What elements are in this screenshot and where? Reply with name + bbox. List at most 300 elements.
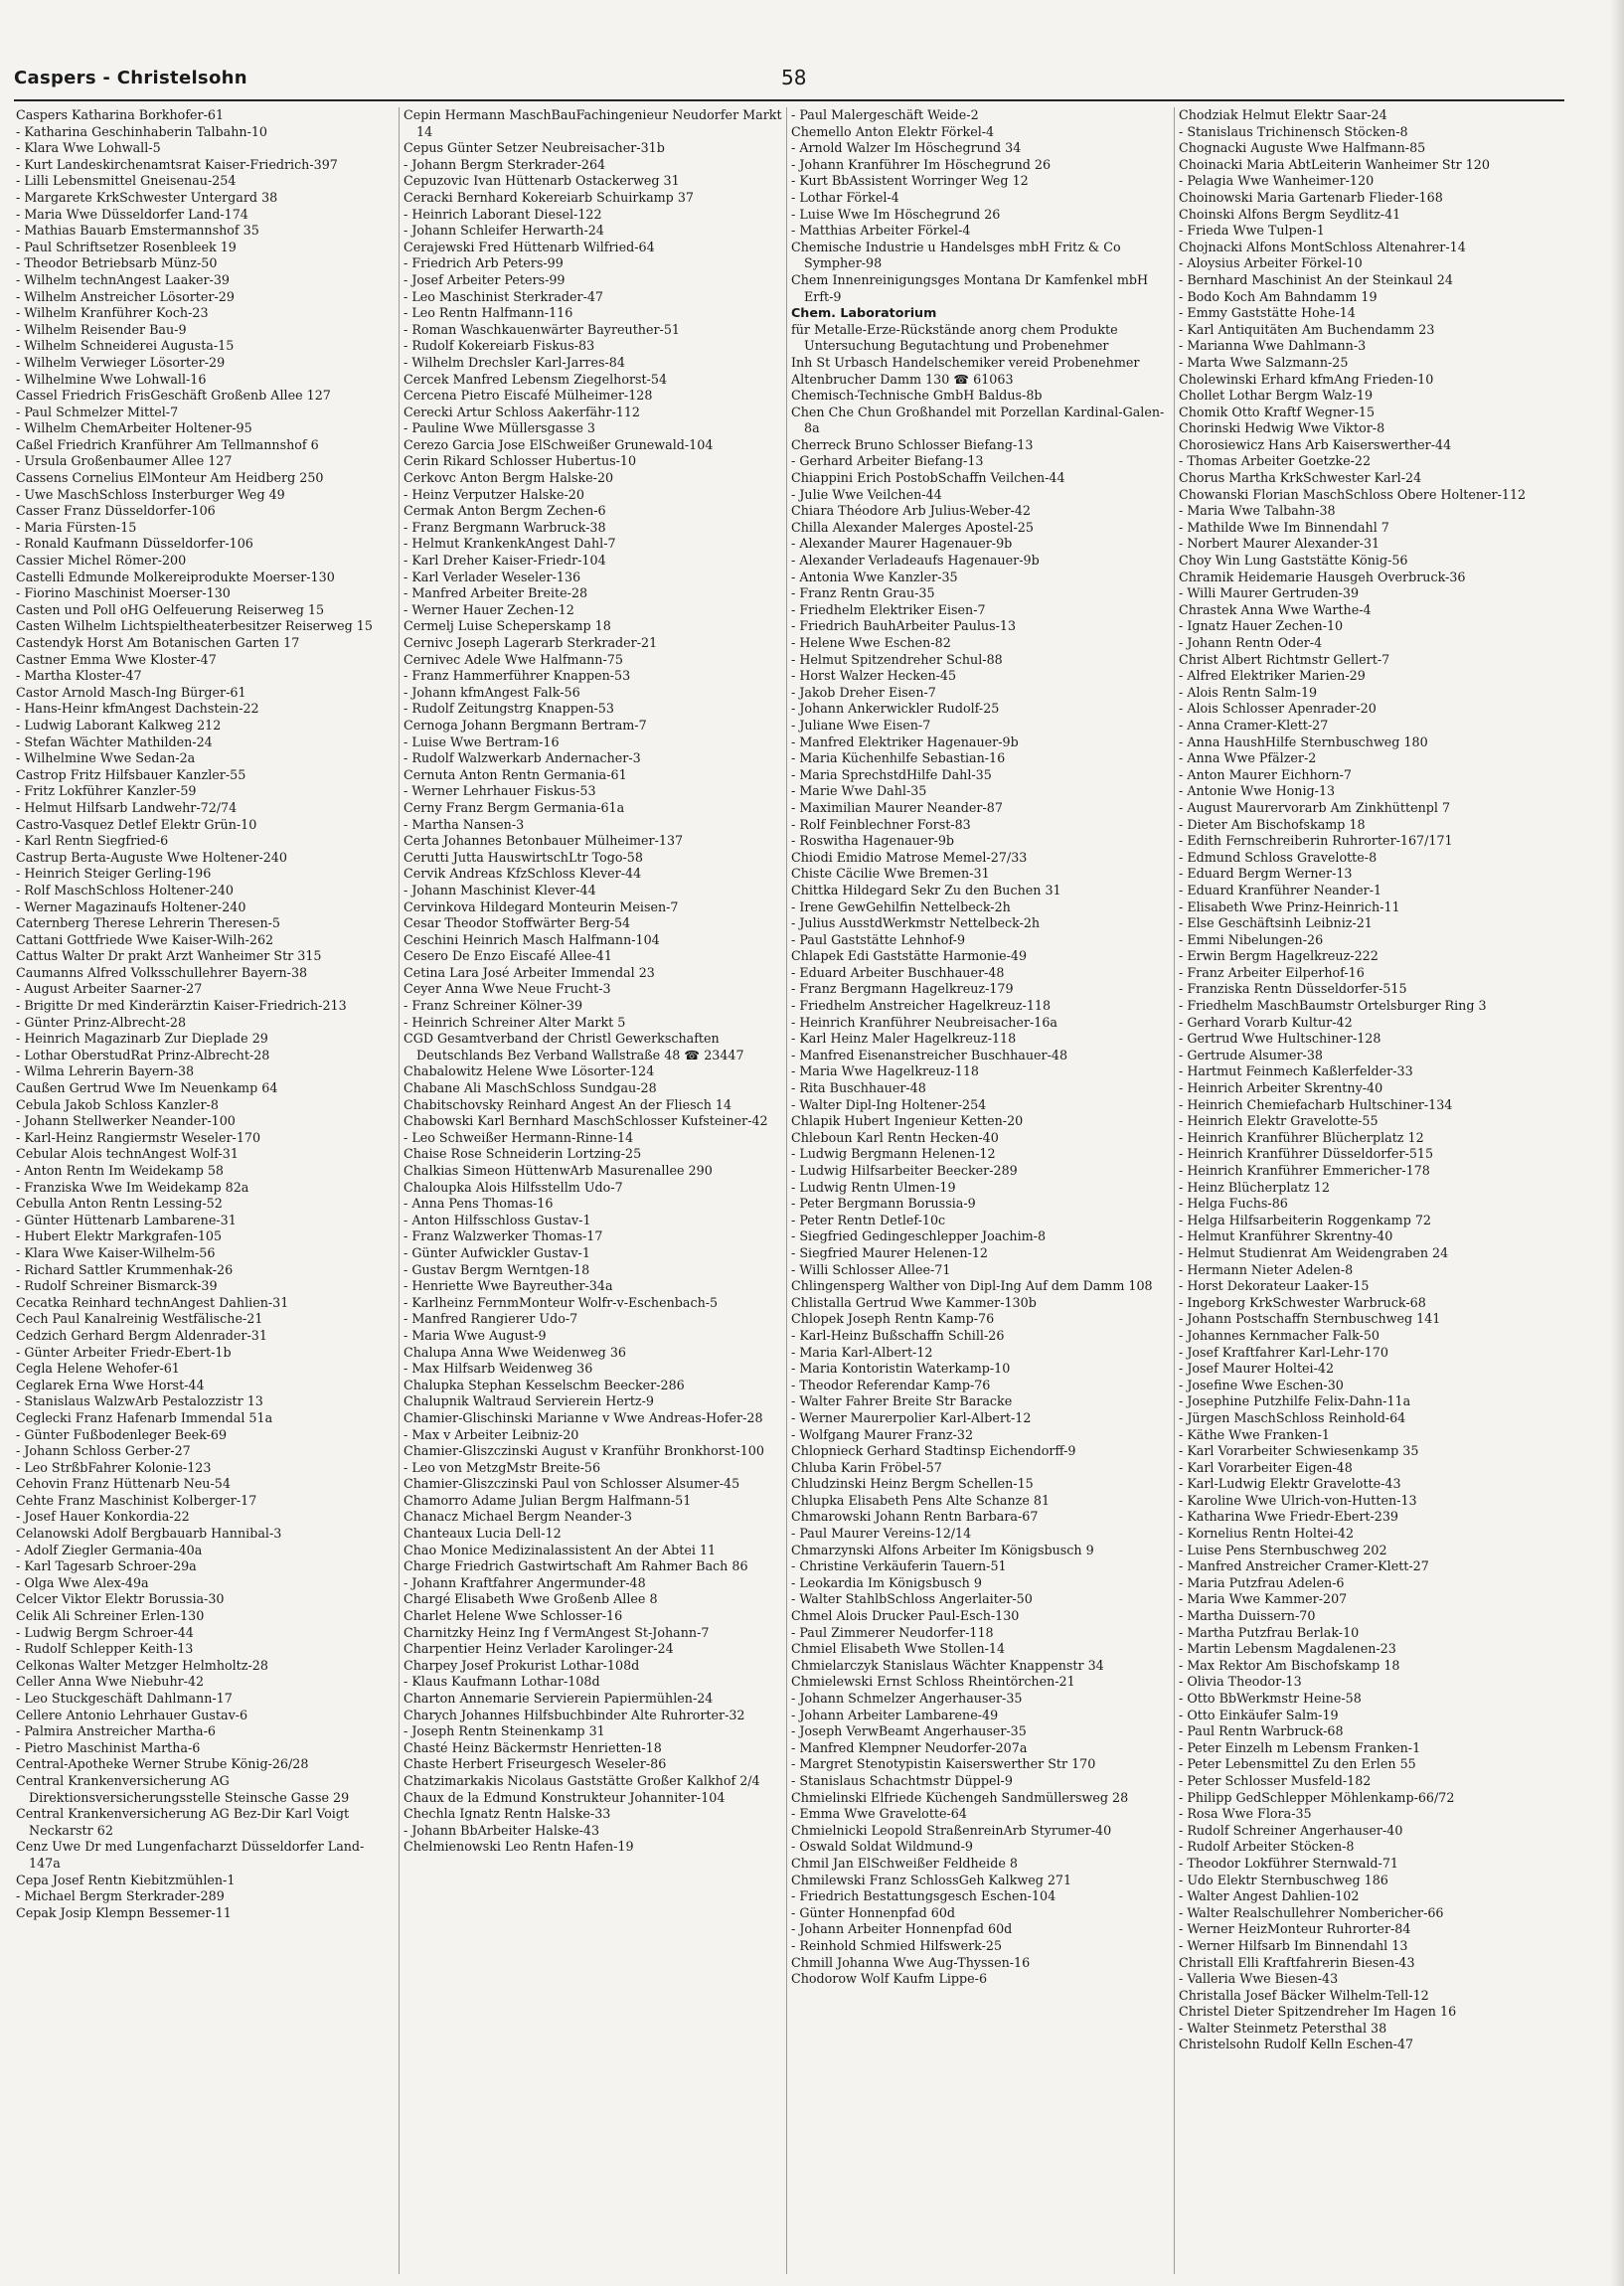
directory-entry: - Wilhelmine Wwe Sedan-2a [16,750,196,766]
directory-entry: - Werner HeizMonteur Ruhrorter-84 [1179,1921,1411,1937]
directory-entry: Cattani Gottfriede Wwe Kaiser-Wilh-262 [16,931,274,947]
directory-entry: - Manfred Anstreicher Cramer-Klett-27 [1179,1558,1429,1574]
directory-entry: Cernoga Johann Bergmann Bertram-7 [404,717,647,733]
directory-entry: - Siegfried Gedingeschlepper Joachim-8 [791,1228,1047,1244]
directory-entry: - Peter Schlosser Musfeld-182 [1179,1772,1372,1788]
directory-entry: Cehovin Franz Hüttenarb Neu-54 [16,1476,231,1492]
directory-entry: - Helmut Kranführer Skrentny-40 [1179,1228,1393,1244]
directory-entry: - Werner Lehrhauer Fiskus-53 [404,783,596,799]
directory-entry: - Walter StahlbSchloss Angerlaiter-50 [791,1591,1033,1607]
directory-entry: - Emmy Gaststätte Hohe-14 [1179,305,1356,321]
directory-entry: Chodziak Helmut Elektr Saar-24 [1179,107,1387,122]
directory-entry: Chiste Cäcilie Wwe Bremen-31 [791,866,990,882]
directory-entry: Cebular Alois technAngest Wolf-31 [16,1146,239,1162]
directory-entry: - Rolf Feinblechner Forst-83 [791,816,971,832]
directory-entry: - Heinz Verputzer Halske-20 [404,486,584,502]
directory-entry: - Irene GewGehilfin Nettelbeck-2h [791,898,1011,914]
directory-entry: - Friedrich Arb Peters-99 [404,255,564,271]
directory-entry: - Walter Realschullehrer Nombericher-66 [1179,1904,1444,1920]
directory-entry: - Kornelius Rentn Holtei-42 [1179,1526,1355,1542]
directory-entry: - Alexander Verladeaufs Hagenauer-9b [791,553,1040,569]
directory-entry: - Günter Arbeiter Friedr-Ebert-1b [16,1344,232,1360]
directory-entry: - Adolf Ziegler Germania-40a [16,1542,203,1557]
directory-entry: - Helene Wwe Eschen-82 [791,635,951,650]
directory-entry: Chmielewski Ernst Schloss Rheintörchen-21 [791,1674,1075,1690]
directory-entry: - Anton Maurer Eichhorn-7 [1179,766,1352,782]
directory-entry: - Luise Pens Sternbuschweg 202 [1179,1542,1387,1557]
directory-entry: - Martha Putzfrau Berlak-10 [1179,1624,1360,1640]
directory-entry: Chalupka Stephan Kesselschm Beecker-286 [404,1377,685,1392]
directory-entry: Chamier-Gliszczinski Paul von Schlosser Alsumer-45 [404,1476,740,1492]
directory-entry: - Josephine Putzhilfe Felix-Dahn-11a [1179,1393,1411,1409]
directory-entry: Chlopnieck Gerhard Stadtinsp Eichendorff-9 [791,1443,1076,1459]
directory-entry: - Franz Arbeiter Eilperhof-16 [1179,964,1365,980]
directory-entry: - Leo Rentn Halfmann-116 [404,305,573,321]
directory-entry: - Emma Wwe Gravelotte-64 [791,1806,967,1822]
directory-entry: - Johann Arbeiter Honnenpfad 60d [791,1921,1013,1937]
directory-entry: Choy Win Lung Gaststätte König-56 [1179,553,1408,569]
directory-entry: - Karl Verlader Weseler-136 [404,569,581,584]
page-number: 58 [781,66,807,89]
directory-entry: Celler Anna Wwe Niebuhr-42 [16,1674,205,1690]
directory-entry: Chluba Karin Fröbel-57 [791,1459,942,1475]
directory-entry: Chelmienowski Leo Rentn Hafen-19 [404,1839,634,1855]
directory-entry: Central-Apotheke Werner Strube König-26/28 [16,1756,309,1772]
directory-entry: - Ronald Kaufmann Düsseldorfer-106 [16,536,253,552]
directory-entry: - Mathilde Wwe Im Binnendahl 7 [1179,519,1389,535]
directory-entry: - Uwe MaschSchloss Insterburger Weg 49 [16,486,285,502]
directory-entry: Choinacki Maria AbtLeiterin Wanheimer Str 120 [1179,156,1490,172]
directory-entry: - Wilhelm Schneiderei Augusta-15 [16,338,235,354]
directory-entry: - Johann Stellwerker Neander-100 [16,1113,236,1129]
directory-entry: Chojnacki Alfons MontSchloss Altenahrer-14 [1179,239,1466,254]
directory-entry: Cesero De Enzo Eiscafé Allee-41 [404,948,612,964]
directory-entry: - Johann Postschaffn Sternbuschweg 141 [1179,1311,1441,1327]
directory-entry: - Kurt Landeskirchenamtsrat Kaiser-Friedrich-397 [16,156,338,172]
directory-entry: - Hans-Heinr kfmAngest Dachstein-22 [16,701,259,717]
directory-entry: - Helmut Hilfsarb Landwehr-72/74 [16,799,238,815]
directory-entry: - Fiorino Maschinist Moerser-130 [16,585,231,601]
directory-entry: Chabitschovsky Reinhard Angest An der Fliesch 14 [404,1096,732,1112]
directory-entry: Caspers Katharina Borkhofer-61 [16,107,225,122]
directory-entry: Charpey Josef Prokurist Lothar-108d [404,1657,640,1673]
directory-entry: - Hermann Nieter Adelen-8 [1179,1261,1354,1277]
directory-entry: - August Maurervorarb Am Zinkhüttenpl 7 [1179,799,1451,815]
directory-entry: - Thomas Arbeiter Goetzke-22 [1179,453,1372,469]
directory-entry: Cerin Rikard Schlosser Hubertus-10 [404,453,637,469]
directory-entry: Cassens Cornelius ElMonteur Am Heidberg 250 [16,470,324,486]
directory-entry: - Oswald Soldat Wildmund-9 [791,1839,973,1855]
directory-entry: - Mathias Bauarb Emstermannshof 35 [16,223,259,239]
directory-entry: - Anna HaushHilfe Sternbuschweg 180 [1179,734,1428,749]
directory-entry: für Metalle-Erze-Rückstände anorg chem Produkte Untersuchung Begutachtung und Probenehmer [791,321,1118,354]
directory-entry: - Karl Vorarbeiter Schwiesenkamp 35 [1179,1443,1419,1459]
directory-entry: - Martin Lebensm Magdalenen-23 [1179,1641,1396,1657]
directory-entry: Central Krankenversicherung AG Bez-Dir Karl Voigt Neckarstr 62 [16,1806,350,1838]
directory-entry: - Lilli Lebensmittel Gneisenau-254 [16,173,237,189]
directory-entry: Chlupka Elisabeth Pens Alte Schanze 81 [791,1492,1051,1508]
directory-entry: Chowanski Florian MaschSchloss Obere Holtener-112 [1179,486,1527,502]
directory-entry: - Pauline Wwe Müllersgasse 3 [404,420,595,436]
directory-entry: - Karl-Ludwig Elektr Gravelotte-43 [1179,1476,1401,1492]
directory-entry: - Franz Bergmann Warbruck-38 [404,519,606,535]
directory-entry: - Martha Kloster-47 [16,668,142,684]
directory-entry: Chem. Laboratorium [791,305,937,321]
directory-entry: Chemello Anton Elektr Förkel-4 [791,123,995,139]
directory-entry: - Helmut Studienrat Am Weidengraben 24 [1179,1244,1449,1260]
directory-entry: - Otto Einkäufer Salm-19 [1179,1707,1339,1722]
directory-entry: Cerajewski Fred Hüttenarb Wilfried-64 [404,239,655,254]
directory-entry: Chem Innenreinigungsges Montana Dr Kamfenkel mbH Erft-9 [791,271,1149,304]
directory-entry: - Edmund Schloss Gravelotte-8 [1179,849,1378,865]
directory-entry: Cerutti Jutta HauswirtschLtr Togo-58 [404,849,643,865]
directory-entry: - Theodor Betriebsarb Münz-50 [16,255,218,271]
directory-entry: Cech Paul Kanalreinig Westfälische-21 [16,1311,263,1327]
directory-entry: Chmielinski Elfriede Küchengeh Sandmüllersweg 28 [791,1789,1129,1805]
directory-entry: - Stanislaus Schachtmstr Düppel-9 [791,1772,1013,1788]
directory-entry: - Eduard Bergm Werner-13 [1179,866,1353,882]
directory-entry: - Johann Kraftfahrer Angermunder-48 [404,1574,646,1590]
directory-entry: - Rosa Wwe Flora-35 [1179,1806,1312,1822]
directory-entry: - Alfred Elektriker Marien-29 [1179,668,1366,684]
directory-entry: - Josef Arbeiter Peters-99 [404,271,566,287]
directory-entry: Cerezo Garcia Jose ElSchweißer Grunewald-104 [404,436,714,452]
directory-entry: - Heinrich Laborant Diesel-122 [404,206,602,222]
directory-entry: Chabowski Karl Bernhard MaschSchlosser Kufsteiner-42 [404,1113,768,1129]
directory-entry: Christelsohn Rudolf Kelln Eschen-47 [1179,2037,1414,2052]
directory-entry: Cholewinski Erhard kfmAng Frieden-10 [1179,371,1434,387]
directory-entry: Choinski Alfons Bergm Seydlitz-41 [1179,206,1401,222]
directory-entry: Chamier-Gliszczinski August v Kranführ Bronkhorst-100 [404,1443,764,1459]
directory-entry: - Klaus Kaufmann Lothar-108d [404,1674,600,1690]
directory-entry: - Ursula Großenbaumer Allee 127 [16,453,233,469]
directory-entry: - Ignatz Hauer Zechen-10 [1179,618,1344,634]
directory-entry: - Antonie Wwe Honig-13 [1179,783,1336,799]
directory-entry: - Wolfgang Maurer Franz-32 [791,1426,974,1442]
directory-entry: - Karl Tagesarb Schroer-29a [16,1558,197,1574]
directory-entry: - Friedrich BauhArbeiter Paulus-13 [791,618,1017,634]
directory-entry: Chmarowski Johann Rentn Barbara-67 [791,1509,1039,1525]
directory-entry: Chemisch-Technische GmbH Baldus-8b [791,388,1043,404]
directory-entry: - Siegfried Maurer Helenen-12 [791,1244,989,1260]
directory-entry: Cebula Jakob Schloss Kanzler-8 [16,1096,219,1112]
directory-entry: - Heinrich Chemiefacharb Hultschiner-134 [1179,1096,1453,1112]
directory-entry: - Josef Kraftfahrer Karl-Lehr-170 [1179,1344,1388,1360]
directory-entry: - Margret Stenotypistin Kaiserswerther Str 170 [791,1756,1096,1772]
directory-entry: - Rudolf Arbeiter Stöcken-8 [1179,1839,1355,1855]
directory-entry: - Franz Bergmann Hagelkreuz-179 [791,981,1014,997]
directory-entry: - Horst Walzer Hecken-45 [791,668,957,684]
directory-entry: - Helmut KrankenkAngest Dahl-7 [404,536,616,552]
directory-entry: Cervinkova Hildegard Monteurin Meisen-7 [404,898,679,914]
directory-entry: - Karl Antiquitäten Am Buchendamm 23 [1179,321,1435,337]
directory-entry: - Walter Steinmetz Petersthal 38 [1179,2020,1387,2036]
directory-entry: - Karlheinz FernmMonteur Wolfr-v-Eschenbach-5 [404,1294,719,1310]
directory-entry: - Johann Schmelzer Angerhauser-35 [791,1691,1023,1706]
directory-entry: Chalupa Anna Wwe Weidenweg 36 [404,1344,626,1360]
directory-entry: Chaise Rose Schneiderin Lortzing-25 [404,1146,642,1162]
directory-entry: - Helmut Spitzendreher Schul-88 [791,651,1003,667]
directory-entry: Chiara Théodore Arb Julius-Weber-42 [791,503,1031,519]
directory-entry: - Frieda Wwe Tulpen-1 [1179,223,1325,239]
directory-entry: - Maria Wwe Düsseldorfer Land-174 [16,206,248,222]
directory-entry: - Manfred Arbeiter Breite-28 [404,585,588,601]
directory-entry: Altenbrucher Damm 130 ☎ 61063 [791,371,1014,387]
directory-entry: Cerecki Artur Schloss Aakerfähr-112 [404,404,640,419]
directory-entry: - Karl Vorarbeiter Eigen-48 [1179,1459,1353,1475]
directory-entry: Charych Johannes Hilfsbuchbinder Alte Ruhrorter-32 [404,1707,745,1722]
directory-entry: Cernuta Anton Rentn Germania-61 [404,766,627,782]
directory-entry: - Marta Wwe Salzmann-25 [1179,354,1349,370]
directory-entry: Ceglarek Erna Wwe Horst-44 [16,1377,205,1392]
directory-entry: - Maria Wwe Hagelkreuz-118 [791,1063,979,1079]
directory-entry: Caternberg Therese Lehrerin Theresen-5 [16,915,281,931]
directory-entry: Charton Annemarie Servierein Papiermühlen-24 [404,1691,714,1706]
directory-entry: - Brigitte Dr med Kinderärztin Kaiser-Friedrich-213 [16,998,347,1014]
directory-entry: - Johann Schloss Gerber-27 [16,1443,191,1459]
directory-entry: - Wilhelm Anstreicher Lösorter-29 [16,288,235,304]
directory-entry: Chorinski Hedwig Wwe Viktor-8 [1179,420,1385,436]
directory-entry: - Udo Elektr Sternbuschweg 186 [1179,1872,1388,1887]
directory-entry: - Jakob Dreher Eisen-7 [791,684,936,700]
directory-entry: - Juliane Wwe Eisen-7 [791,717,931,733]
directory-entry: - Alois Schlosser Apenrader-20 [1179,701,1377,717]
directory-entry: - Maria Wwe August-9 [404,1327,547,1343]
directory-entry: - Arnold Walzer Im Höschegrund 34 [791,140,1022,156]
directory-entry: - Anna Cramer-Klett-27 [1179,717,1329,733]
directory-entry: - Hubert Elektr Markgrafen-105 [16,1228,223,1244]
directory-entry: Chorus Martha KrkSchwester Karl-24 [1179,470,1422,486]
directory-entry: - Maria Fürsten-15 [16,519,137,535]
directory-entry: Cecatka Reinhard technAngest Dahlien-31 [16,1294,289,1310]
directory-entry: - Wilhelm technAngest Laaker-39 [16,271,230,287]
directory-entry: - Maria Küchenhilfe Sebastian-16 [791,750,1006,766]
directory-entry: - Peter Rentn Detlef-10c [791,1212,946,1227]
directory-entry: - Jürgen MaschSchloss Reinhold-64 [1179,1409,1406,1425]
directory-entry: - Marianna Wwe Dahlmann-3 [1179,338,1367,354]
directory-entry: Chodorow Wolf Kaufm Lippe-6 [791,1971,988,1987]
directory-entry: - Josef Hauer Konkordia-22 [16,1509,190,1525]
directory-entry: Chaste Herbert Friseurgesch Weseler-86 [404,1756,667,1772]
directory-entry: - Paul Schriftsetzer Rosenbleek 19 [16,239,237,254]
directory-entry: Cerny Franz Bergm Germania-61a [404,799,625,815]
directory-entry: Chittka Hildegard Sekr Zu den Buchen 31 [791,882,1061,898]
directory-entry: Chmielnicki Leopold StraßenreinArb Styrumer-40 [791,1822,1112,1838]
directory-entry: Casser Franz Düsseldorfer-106 [16,503,216,519]
directory-entry: Cernivec Adele Wwe Halfmann-75 [404,651,623,667]
directory-entry: - Olivia Theodor-13 [1179,1674,1302,1690]
directory-entry: Chalupnik Waltraud Servierein Hertz-9 [404,1393,654,1409]
directory-entry: - Werner Hauer Zechen-12 [404,601,574,617]
directory-entry: - Theodor Referendar Kamp-76 [791,1377,991,1392]
directory-entry: - Karl Rentn Siegfried-6 [16,833,169,849]
column-3 [787,107,1175,2274]
directory-entry: Chollet Lothar Bergm Walz-19 [1179,388,1374,404]
directory-entry: Chilla Alexander Malerges Apostel-25 [791,519,1034,535]
directory-entry: Charlet Helene Wwe Schlosser-16 [404,1608,623,1624]
column-2 [400,107,787,2274]
directory-entry: - Antonia Wwe Kanzler-35 [791,569,958,584]
directory-entry: Celcer Viktor Elektr Borussia-30 [16,1591,225,1607]
directory-entry: - Paul Zimmerer Neudorfer-118 [791,1624,994,1640]
directory-entry: - Günter Honnenpfad 60d [791,1904,956,1920]
directory-entry: - Rudolf Kokereiarb Fiskus-83 [404,338,595,354]
directory-entry: - Julius AusstdWerkmstr Nettelbeck-2h [791,915,1041,931]
directory-entry: Chaloupka Alois Hilfsstellm Udo-7 [404,1179,623,1195]
directory-entry: - Franz Schreiner Kölner-39 [404,998,583,1014]
directory-entry: Cepak Josip Klempn Bessemer-11 [16,1904,232,1920]
directory-entry: - Friedhelm Anstreicher Hagelkreuz-118 [791,998,1052,1014]
directory-entry: Chmill Johanna Wwe Aug-Thyssen-16 [791,1954,1031,1970]
directory-entry: - Christine Verkäuferin Tauern-51 [791,1558,1007,1574]
directory-entry: Cervik Andreas KfzSchloss Klever-44 [404,866,642,882]
directory-entry: Cedzich Gerhard Bergm Aldenrader-31 [16,1327,267,1343]
directory-entry: Cermak Anton Bergm Zechen-6 [404,503,606,519]
directory-entry: Chargé Elisabeth Wwe Großenb Allee 8 [404,1591,658,1607]
directory-entry: Casten und Poll oHG Oelfeuerung Reiserweg 15 [16,601,325,617]
directory-entry: Christalla Josef Bäcker Wilhelm-Tell-12 [1179,1987,1429,2003]
directory-entry: Charge Friedrich Gastwirtschaft Am Rahmer Bach 86 [404,1558,748,1574]
directory-entry: - Anna Pens Thomas-16 [404,1196,554,1212]
directory-entry: - Karl-Heinz Rangiermstr Weseler-170 [16,1129,261,1145]
page-header [14,64,1564,101]
directory-entry: - Werner Magazinaufs Holtener-240 [16,898,246,914]
directory-entry: - Alexander Maurer Hagenauer-9b [791,536,1013,552]
directory-entry: - Karl Heinz Maler Hagelkreuz-118 [791,1031,1017,1047]
directory-entry: Chechla Ignatz Rentn Halske-33 [404,1806,611,1822]
directory-entry: Ceschini Heinrich Masch Halfmann-104 [404,931,660,947]
directory-entry: - Olga Wwe Alex-49a [16,1574,149,1590]
directory-entry: - Friedrich Bestattungsgesch Eschen-104 [791,1888,1056,1904]
directory-entry: - Klara Wwe Kaiser-Wilhelm-56 [16,1244,216,1260]
directory-entry: - Theodor Lokführer Sternwald-71 [1179,1855,1398,1871]
directory-entry: Chao Monice Medizinalassistent An der Abtei 11 [404,1542,717,1557]
directory-entry: - Paul Schmelzer Mittel-7 [16,404,179,419]
directory-entry: Ceyer Anna Wwe Neue Frucht-3 [404,981,611,997]
directory-entry: - Maria Karl-Albert-12 [791,1344,933,1360]
directory-entry: Christall Elli Kraftfahrerin Biesen-43 [1179,1954,1415,1970]
directory-entry: Cermelj Luise Scheperskamp 18 [404,618,611,634]
directory-entry: Chamorro Adame Julian Bergm Halfmann-51 [404,1492,692,1508]
directory-entry: Chlingensperg Walther von Dipl-Ing Auf dem Damm 108 [791,1278,1153,1294]
directory-entry: - Horst Dekorateur Laaker-15 [1179,1278,1370,1294]
directory-entry: - Erwin Bergm Hagelkreuz-222 [1179,948,1379,964]
directory-entry: - Martha Duissern-70 [1179,1608,1316,1624]
directory-entry: - Manfred Elektriker Hagenauer-9b [791,734,1019,749]
directory-entry: - Wilhelmine Wwe Lohwall-16 [16,371,207,387]
directory-entry: - Johann BbArbeiter Halske-43 [404,1822,600,1838]
directory-entry: Chabalowitz Helene Wwe Lösorter-124 [404,1063,655,1079]
directory-entry: - Kurt BbAssistent Worringer Weg 12 [791,173,1029,189]
directory-entry: - Ludwig Hilfsarbeiter Beecker-289 [791,1163,1018,1178]
directory-entry: - Heinz Blücherplatz 12 [1179,1179,1330,1195]
directory-entry: - Roswitha Hagenauer-9b [791,833,955,849]
directory-entry: Castner Emma Wwe Kloster-47 [16,651,217,667]
directory-entry: - Franz Rentn Grau-35 [791,585,935,601]
directory-entry: - Rudolf Zeitungstrg Knappen-53 [404,701,614,717]
directory-entry: - Heinrich Kranführer Emmericher-178 [1179,1163,1430,1178]
directory-entry: - Eduard Kranführer Neander-1 [1179,882,1382,898]
directory-entry: - Maria Wwe Talbahn-38 [1179,503,1336,519]
directory-entry: Chatzimarkakis Nicolaus Gaststätte Großer Kalkhof 2/4 [404,1772,760,1788]
directory-entry: Cassier Michel Römer-200 [16,553,187,569]
directory-entry: - Leokardia Im Königsbusch 9 [791,1574,982,1590]
directory-entry: - Willi Schlosser Allee-71 [791,1261,951,1277]
directory-entry: - Manfred Eisenanstreicher Buschhauer-48 [791,1047,1068,1062]
directory-entry: - Max v Arbeiter Leibniz-20 [404,1426,579,1442]
directory-entry: - Pietro Maschinist Martha-6 [16,1739,201,1755]
directory-entry: - Gertrude Alsumer-38 [1179,1047,1323,1062]
directory-entry: Christel Dieter Spitzendreher Im Hagen 16 [1179,2004,1457,2020]
directory-entry: Cerkovc Anton Bergm Halske-20 [404,470,614,486]
directory-entry: - Josef Maurer Holtei-42 [1179,1361,1335,1377]
directory-entry: Chalkias Simeon HüttenwArb Masurenallee 290 [404,1163,713,1178]
directory-entry: - Gerhard Arbeiter Biefang-13 [791,453,984,469]
directory-entry: - Franziska Rentn Düsseldorfer-515 [1179,981,1407,997]
directory-entry: - Manfred Klempner Neudorfer-207a [791,1739,1028,1755]
directory-entry: - Maximilian Maurer Neander-87 [791,799,1003,815]
directory-entry: - Klara Wwe Lohwall-5 [16,140,161,156]
directory-entry: - Stanislaus WalzwArb Pestalozzistr 13 [16,1393,263,1409]
directory-entry: - Heinrich Arbeiter Skrentny-40 [1179,1080,1383,1096]
directory-entry: Cepuzovic Ivan Hüttenarb Ostackerweg 31 [404,173,680,189]
directory-entry: - Ludwig Rentn Ulmen-19 [791,1179,956,1195]
directory-entry: - Anton Hilfsschloss Gustav-1 [404,1212,591,1227]
directory-entry: - Aloysius Arbeiter Förkel-10 [1179,255,1363,271]
directory-entry: - Matthias Arbeiter Förkel-4 [791,223,971,239]
directory-entry: - Gustav Bergm Werntgen-18 [404,1261,590,1277]
directory-entry: - Wilhelm Kranführer Koch-23 [16,305,209,321]
directory-entry: Chlopek Joseph Rentn Kamp-76 [791,1311,995,1327]
directory-entry: - Rudolf Schreiner Angerhauser-40 [1179,1822,1403,1838]
directory-entry: Castro-Vasquez Detlef Elektr Grün-10 [16,816,257,832]
directory-entry: - Else Geschäftsinh Leibniz-21 [1179,915,1373,931]
directory-entry: - Stefan Wächter Mathilden-24 [16,734,213,749]
directory-entry: - Joseph VerwBeamt Angerhauser-35 [791,1723,1027,1739]
directory-entry: - Paul Rentn Warbruck-68 [1179,1723,1344,1739]
directory-entry: - Luise Wwe Im Höschegrund 26 [791,206,1001,222]
directory-entry: - Johann kfmAngest Falk-56 [404,684,580,700]
directory-entry: Cenz Uwe Dr med Lungenfacharzt Düsseldorfer Land-147a [16,1839,365,1871]
directory-entry: Celkonas Walter Metzger Helmholtz-28 [16,1657,268,1673]
directory-entry: Cesar Theodor Stoffwärter Berg-54 [404,915,631,931]
directory-entry: - Henriette Wwe Bayreuther-34a [404,1278,613,1294]
directory-entry: - Ingeborg KrkSchwester Warbruck-68 [1179,1294,1426,1310]
directory-entry: - Wilhelm Verwieger Lösorter-29 [16,354,226,370]
directory-entry: - Reinhold Schmied Hilfswerk-25 [791,1937,1003,1953]
directory-entry: - Paul Malergeschäft Weide-2 [791,107,979,122]
directory-entry: Chen Che Chun Großhandel mit Porzellan Kardinal-Galen-8a [791,404,1165,436]
directory-entry: Chomik Otto Kraftf Wegner-15 [1179,404,1376,419]
directory-entry: - Norbert Maurer Alexander-31 [1179,536,1380,552]
directory-entry: Cassel Friedrich FrisGeschäft Großenb Allee 127 [16,388,331,404]
directory-entry: Castrop Fritz Hilfsbauer Kanzler-55 [16,766,246,782]
directory-entry: - Leo StrßbFahrer Kolonie-123 [16,1459,212,1475]
directory-entry: - Maria SprechstdHilfe Dahl-35 [791,766,992,782]
directory-entry: Certa Johannes Betonbauer Mülheimer-137 [404,833,684,849]
directory-entry: Castrup Berta-Auguste Wwe Holtener-240 [16,849,287,865]
directory-entry: - Roman Waschkauenwärter Bayreuther-51 [404,321,680,337]
directory-entry: Choinowski Maria Gartenarb Flieder-168 [1179,189,1443,205]
directory-entry: - Günter Hüttenarb Lambarene-31 [16,1212,237,1227]
directory-entry: Castelli Edmunde Molkereiprodukte Moerser-130 [16,569,335,584]
directory-entry: Central Krankenversicherung AG Direktionsversicherungsstelle Steinsche Gasse 29 [16,1772,350,1805]
directory-entry: - Bernhard Maschinist An der Steinkaul 24 [1179,271,1453,287]
directory-entry: - Hartmut Feinmech Kaßlerfelder-33 [1179,1063,1413,1079]
directory-entry: - Leo von MetzgMstr Breite-56 [404,1459,601,1475]
directory-entry: - Johann Ankerwickler Rudolf-25 [791,701,1000,717]
directory-entry: - Leo Schweißer Hermann-Rinne-14 [404,1129,634,1145]
